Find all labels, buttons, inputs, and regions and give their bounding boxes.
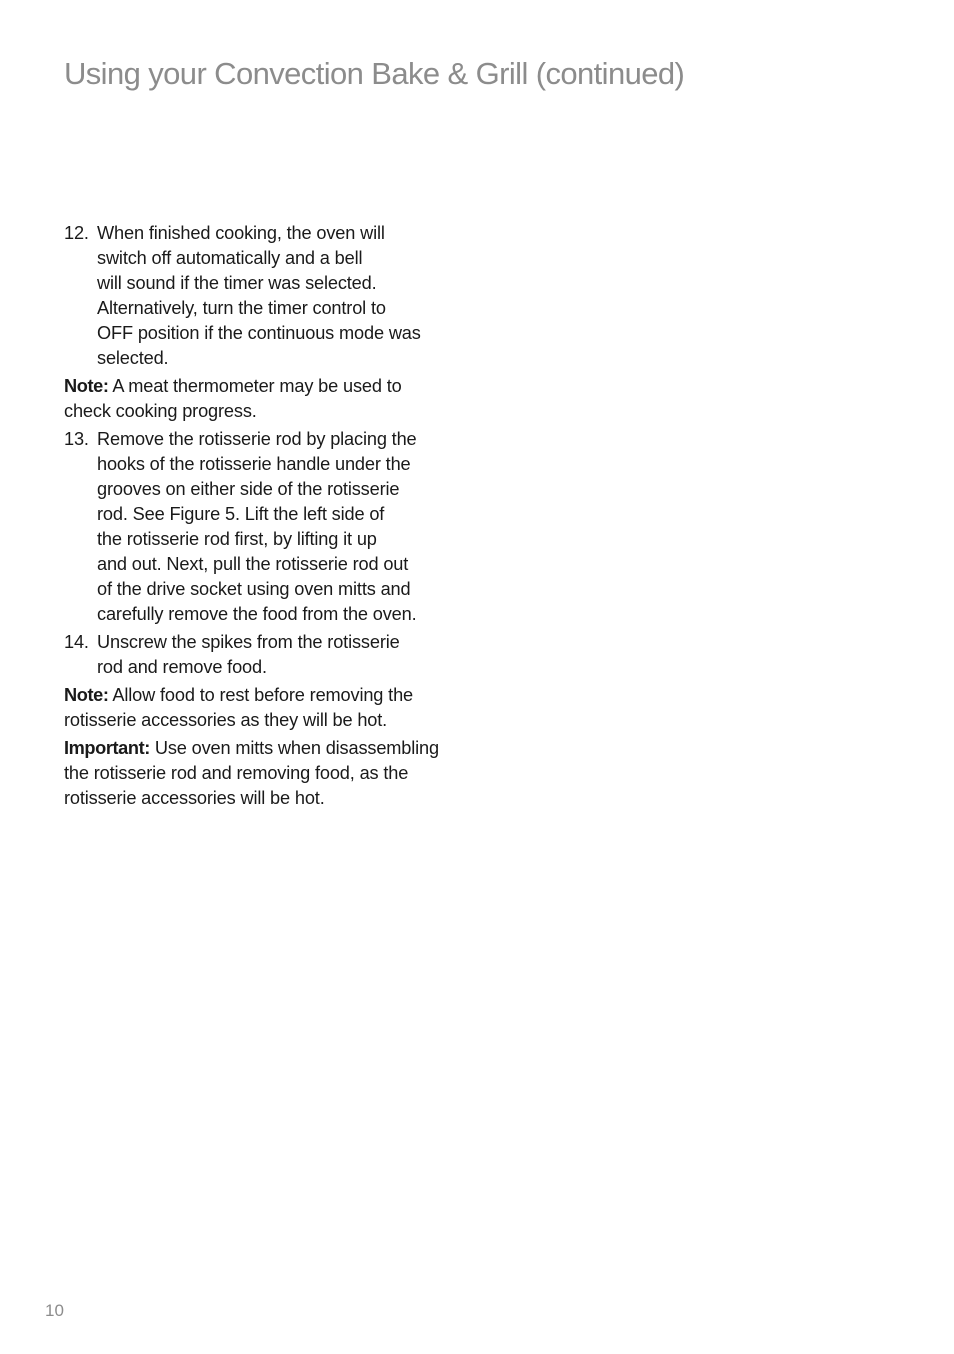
note-line: rotisserie accessories as they will be hot. <box>64 710 388 730</box>
page-number: 10 <box>45 1301 64 1320</box>
step-line: rod and remove food. <box>97 657 267 677</box>
important-note <box>64 736 474 811</box>
note-text: A meat thermometer may be used to <box>112 376 402 396</box>
step-text <box>97 427 474 627</box>
note-line <box>64 374 474 399</box>
step-line: grooves on either side of the rotisserie <box>97 479 400 499</box>
step-number: 13. <box>64 429 89 449</box>
important-label: Important: <box>64 738 150 758</box>
step-line: the rotisserie rod first, by lifting it up <box>97 529 377 549</box>
instructions-body <box>64 221 474 814</box>
step-line: Unscrew the spikes from the rotisserie <box>97 632 400 652</box>
note-text: Use oven mitts when disassembling <box>154 738 439 758</box>
step-line: hooks of the rotisserie handle under the <box>97 454 411 474</box>
step-line: When finished cooking, the oven will <box>97 223 385 243</box>
step-line: OFF position if the continuous mode was <box>97 323 421 343</box>
step-line: carefully remove the food from the oven. <box>97 604 417 624</box>
note-label: Note: <box>64 685 109 705</box>
step-line: Remove the rotisserie rod by placing the <box>97 429 417 449</box>
step-14 <box>64 630 474 680</box>
step-12 <box>64 221 474 371</box>
note-line: check cooking progress. <box>64 401 257 421</box>
page-title: Using your Convection Bake & Grill (continued) <box>64 56 685 91</box>
note-line: rotisserie accessories will be hot. <box>64 788 325 808</box>
step-line: will sound if the timer was selected. <box>97 273 377 293</box>
step-text <box>97 630 474 680</box>
step-number: 14. <box>64 632 89 652</box>
note-line <box>64 736 474 761</box>
note-rest <box>64 683 474 733</box>
note-label: Note: <box>64 376 109 396</box>
note-line: the rotisserie rod and removing food, as the <box>64 763 409 783</box>
step-13 <box>64 427 474 627</box>
step-line: of the drive socket using oven mitts and <box>97 579 411 599</box>
step-number: 12. <box>64 223 89 243</box>
note-line <box>64 683 474 708</box>
step-line: and out. Next, pull the rotisserie rod out <box>97 554 409 574</box>
step-text <box>97 221 474 371</box>
note-thermometer <box>64 374 474 424</box>
step-line: selected. <box>97 348 169 368</box>
step-line: rod. See Figure 5. Lift the left side of <box>97 504 385 524</box>
step-line: Alternatively, turn the timer control to <box>97 298 386 318</box>
step-line: switch off automatically and a bell <box>97 248 363 268</box>
note-text: Allow food to rest before removing the <box>112 685 414 705</box>
